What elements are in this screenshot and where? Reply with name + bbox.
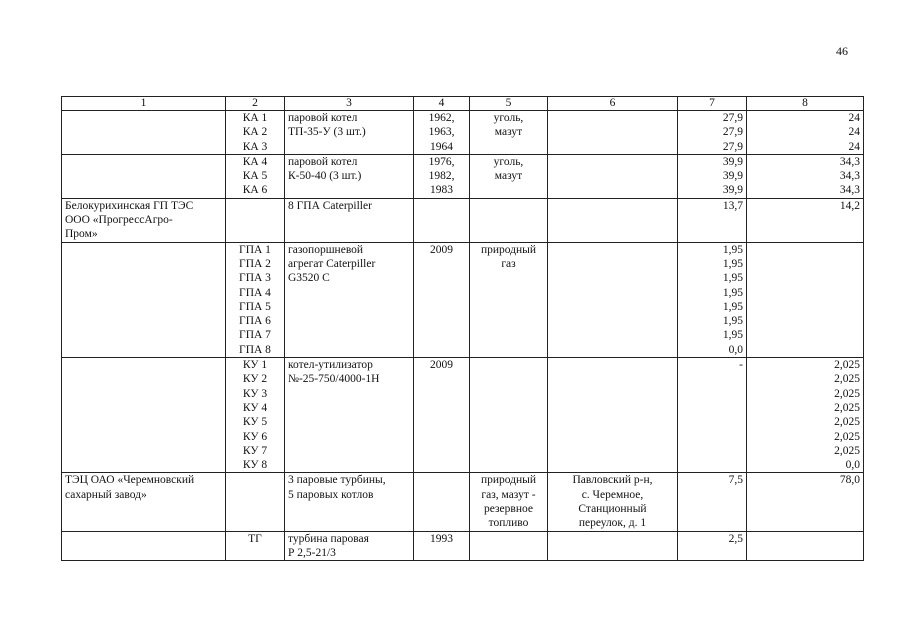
cell-line: мазут — [494, 126, 523, 139]
cell-line: 39,9 — [722, 184, 743, 197]
table-cell-col5 — [470, 531, 548, 561]
table-cell-col1 — [62, 154, 226, 198]
cell-line: ГПА 2 — [239, 257, 271, 270]
table-cell-col7 — [678, 242, 747, 357]
cell-line: Пром» — [65, 228, 98, 241]
cell-line: газопоршневой — [288, 243, 364, 256]
table-cell-col5 — [470, 154, 548, 198]
table-cell-col5 — [470, 358, 548, 473]
cell-line: переулок, д. 1 — [578, 517, 647, 530]
table-cell-col8 — [747, 473, 864, 531]
table-cell-col1 — [62, 198, 226, 242]
table-cell-col6 — [548, 531, 678, 561]
cell-line: КУ 7 — [242, 444, 268, 457]
cell-line: ТЭЦ ОАО «Черемновский — [65, 474, 195, 487]
cell-line: 2,025 — [834, 373, 860, 386]
table-cell-col7 — [678, 358, 747, 473]
table-cell-col2 — [226, 531, 285, 561]
cell-line: Белокурихинская ГП ТЭС — [65, 199, 194, 212]
cell-line: газ — [501, 257, 516, 270]
cell-line: 2,025 — [834, 416, 860, 429]
table-cell-col1 — [62, 473, 226, 531]
cell-line: 78,0 — [839, 474, 860, 487]
table-cell-col8 — [747, 358, 864, 473]
table-cell-col4 — [414, 198, 470, 242]
table-row — [62, 111, 864, 155]
table-cell-col6 — [548, 111, 678, 155]
cell-line: 24 — [848, 112, 860, 124]
cell-line: 34,3 — [839, 155, 860, 168]
header-cell: 7 — [678, 97, 747, 111]
cell-line: К-50-40 (3 шт.) — [288, 170, 362, 183]
table-cell-col6 — [548, 473, 678, 531]
cell-line: с. Черемное, — [581, 488, 644, 501]
cell-line: 1993 — [430, 532, 453, 545]
table-header-row — [62, 97, 864, 111]
data-table — [61, 96, 864, 561]
cell-line: природный — [480, 474, 537, 487]
table-cell-col3 — [285, 531, 414, 561]
cell-line: агрегат Caterpiller — [288, 257, 376, 270]
cell-line: 27,9 — [722, 112, 743, 124]
table-cell-col7 — [678, 198, 747, 242]
cell-line: 13,7 — [722, 199, 743, 212]
header-cell: 4 — [414, 97, 470, 111]
cell-line: ГПА 1 — [239, 243, 271, 256]
table-cell-col8 — [747, 531, 864, 561]
cell-line: паровой котел — [288, 155, 358, 168]
cell-line: КУ 5 — [242, 416, 268, 429]
cell-line: Станционный — [578, 503, 647, 516]
cell-line: ООО «ПрогрессАгро- — [65, 214, 173, 227]
header-cell: 5 — [470, 97, 548, 111]
cell-line: Павловский р-н, — [572, 474, 653, 487]
cell-line: резервное — [484, 503, 533, 516]
cell-line: природный — [480, 243, 537, 256]
table-cell-col8 — [747, 242, 864, 357]
cell-line: 1963, — [428, 126, 455, 139]
cell-line: турбина паровая — [288, 532, 369, 545]
cell-line: ТП-35-У (3 шт.) — [288, 126, 366, 139]
table-cell-col8 — [747, 198, 864, 242]
cell-line: сахарный завод» — [65, 488, 147, 501]
table-cell-col4 — [414, 111, 470, 155]
table-cell-col6 — [548, 198, 678, 242]
header-cell: 6 — [548, 97, 678, 111]
cell-line: ГПА 7 — [239, 329, 271, 342]
cell-line: 0,0 — [845, 459, 860, 472]
table-row — [62, 358, 864, 473]
cell-line: 24 — [848, 126, 860, 139]
cell-line: 7,5 — [728, 474, 743, 487]
cell-line: КУ 4 — [242, 401, 268, 414]
table-cell-col7 — [678, 154, 747, 198]
table-cell-col4 — [414, 531, 470, 561]
table-cell-col2 — [226, 473, 285, 531]
cell-line: КА 4 — [242, 155, 268, 168]
table-cell-col6 — [548, 154, 678, 198]
cell-line: 24 — [848, 140, 860, 153]
cell-line: КА 6 — [242, 184, 268, 197]
table-cell-col3 — [285, 198, 414, 242]
cell-line: 2,025 — [834, 444, 860, 457]
cell-line: 0,0 — [728, 343, 743, 356]
cell-line: ГПА 3 — [239, 272, 271, 285]
table-cell-col6 — [548, 358, 678, 473]
cell-line: Р 2,5-21/3 — [288, 546, 336, 559]
table-cell-col2 — [226, 198, 285, 242]
cell-line: 1,95 — [722, 315, 743, 328]
table-row — [62, 473, 864, 531]
cell-line: КУ 2 — [242, 373, 268, 386]
cell-line: - — [739, 359, 743, 372]
cell-line: 34,3 — [839, 184, 860, 197]
cell-line: 1,95 — [722, 243, 743, 256]
cell-line: КА 1 — [242, 112, 268, 124]
cell-line: уголь, — [493, 112, 524, 124]
cell-line: 34,3 — [839, 170, 860, 183]
cell-line: 2009 — [430, 359, 453, 372]
cell-line: КУ 3 — [242, 387, 268, 400]
header-cell: 3 — [285, 97, 414, 111]
cell-line: 14,2 — [839, 199, 860, 212]
table-row — [62, 154, 864, 198]
table-cell-col1 — [62, 531, 226, 561]
page-number: 46 — [836, 44, 848, 58]
cell-line: 39,9 — [722, 170, 743, 183]
cell-line: 1,95 — [722, 272, 743, 285]
header-cell: 8 — [747, 97, 864, 111]
table-cell-col2 — [226, 111, 285, 155]
table-cell-col5 — [470, 198, 548, 242]
cell-line: 1,95 — [722, 257, 743, 270]
table-cell-col2 — [226, 154, 285, 198]
table-cell-col4 — [414, 242, 470, 357]
cell-line: уголь, — [493, 155, 524, 168]
cell-line: 2009 — [430, 243, 453, 256]
cell-line: КУ 6 — [242, 430, 268, 443]
table-cell-col4 — [414, 358, 470, 473]
cell-line: 2,025 — [834, 401, 860, 414]
table-body — [62, 97, 864, 561]
table-cell-col3 — [285, 111, 414, 155]
cell-line: ГПА 5 — [239, 300, 271, 313]
table-row — [62, 242, 864, 357]
cell-line: 2,025 — [834, 387, 860, 400]
cell-line: газ, мазут - — [481, 488, 536, 501]
cell-line: 1964 — [430, 140, 453, 153]
table-cell-col4 — [414, 473, 470, 531]
table-cell-col1 — [62, 358, 226, 473]
cell-line: 2,5 — [728, 532, 743, 545]
cell-line: ГПА 4 — [239, 286, 271, 299]
header-cell: 1 — [62, 97, 226, 111]
table-cell-col1 — [62, 111, 226, 155]
cell-line: G3520 C — [288, 272, 330, 285]
table-cell-col3 — [285, 242, 414, 357]
cell-line: КА 3 — [242, 140, 268, 153]
cell-line: КА 2 — [242, 126, 268, 139]
cell-line: 1983 — [430, 184, 453, 197]
table-cell-col4 — [414, 154, 470, 198]
cell-line: 1,95 — [722, 329, 743, 342]
cell-line: мазут — [494, 170, 523, 183]
table-cell-col7 — [678, 473, 747, 531]
table-cell-col2 — [226, 242, 285, 357]
table-row — [62, 198, 864, 242]
table-cell-col5 — [470, 242, 548, 357]
cell-line: ГПА 8 — [239, 343, 271, 356]
cell-line: КУ 8 — [242, 459, 268, 472]
table-cell-col6 — [548, 242, 678, 357]
cell-line: 1962, — [428, 112, 455, 124]
cell-line: 1976, — [428, 155, 455, 168]
cell-line: КА 5 — [242, 170, 268, 183]
header-cell: 2 — [226, 97, 285, 111]
cell-line: паровой котел — [288, 112, 358, 124]
cell-line: 1,95 — [722, 300, 743, 313]
cell-line: 8 ГПА Caterpiller — [288, 199, 372, 212]
cell-line: топливо — [488, 517, 529, 530]
cell-line: 2,025 — [834, 359, 860, 372]
table-cell-col5 — [470, 473, 548, 531]
table-row — [62, 531, 864, 561]
table-cell-col3 — [285, 358, 414, 473]
table-cell-col7 — [678, 111, 747, 155]
cell-line: №-25-750/4000-1Н — [288, 373, 380, 386]
table-cell-col3 — [285, 154, 414, 198]
table-cell-col1 — [62, 242, 226, 357]
table-cell-col8 — [747, 154, 864, 198]
cell-line: 1982, — [428, 170, 455, 183]
cell-line: 3 паровые турбины, — [288, 474, 386, 487]
cell-line: 5 паровых котлов — [288, 488, 374, 501]
table-cell-col5 — [470, 111, 548, 155]
cell-line: 1,95 — [722, 286, 743, 299]
table-cell-col2 — [226, 358, 285, 473]
table-cell-col3 — [285, 473, 414, 531]
table-cell-col8 — [747, 111, 864, 155]
cell-line: 39,9 — [722, 155, 743, 168]
cell-line: ГПА 6 — [239, 315, 271, 328]
cell-line: 27,9 — [722, 126, 743, 139]
cell-line: 27,9 — [722, 140, 743, 153]
cell-line: ТГ — [248, 532, 262, 545]
cell-line: 2,025 — [834, 430, 860, 443]
cell-line: котел-утилизатор — [288, 359, 373, 372]
table-cell-col7 — [678, 531, 747, 561]
cell-line: КУ 1 — [242, 359, 268, 372]
